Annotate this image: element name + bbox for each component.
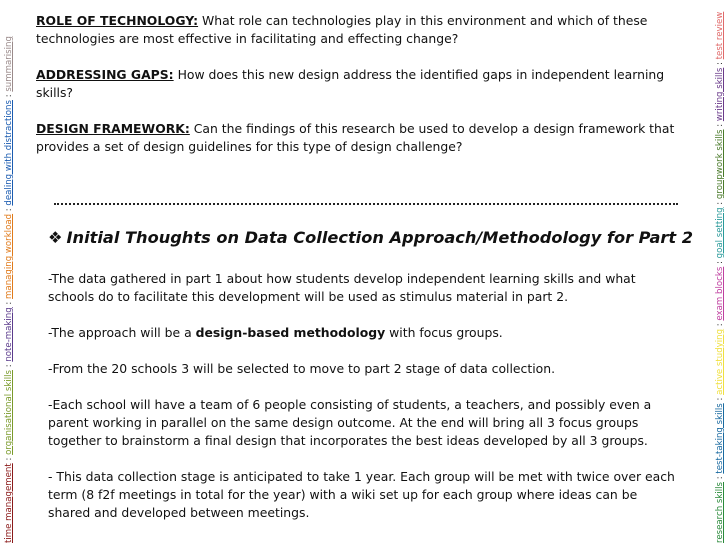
skill-label: test-taking skills xyxy=(715,403,725,474)
skill-label: goal setting xyxy=(715,207,725,259)
body-paragraph xyxy=(48,324,676,342)
question-role-of-technology xyxy=(36,12,676,48)
question-design-framework xyxy=(36,120,676,156)
skill-label: research skills xyxy=(715,481,725,543)
dotted-divider xyxy=(54,193,678,205)
skill-label: managing workload xyxy=(4,213,14,299)
right-skills-bar xyxy=(708,0,728,546)
research-questions xyxy=(36,12,676,156)
skill-label: summarising xyxy=(4,36,14,92)
body-text: -The approach will be a xyxy=(48,325,196,340)
skill-label: test review xyxy=(715,11,725,60)
body-text: with focus groups. xyxy=(385,325,503,340)
skill-label: time management xyxy=(4,463,14,543)
body-bold-text: design-based methodology xyxy=(195,325,386,340)
skill-label: organisational skills xyxy=(4,370,14,455)
right-skills-list: research skills : test-taking skills : active studying : exam blocks : goal setting : groupwork skills : writing skills : test review xyxy=(715,11,725,543)
skill-label: exam blocks xyxy=(715,266,725,321)
section-title: Initial Thoughts on Data Collection Approach/Methodology for Part 2 xyxy=(66,228,694,247)
question-text: What role can technologies play in this environment and which of these technologies are most effective in facilitating and effecting change? xyxy=(36,13,648,46)
diamond-bullet-icon: ❖ xyxy=(48,228,63,247)
question-addressing-gaps xyxy=(36,66,676,102)
question-label: ADDRESSING GAPS: xyxy=(36,67,174,82)
body-paragraph: -The data gathered in part 1 about how students develop independent learning skills and what schools do to facilitate this development will be used as stimulus material in part 2. xyxy=(48,271,636,304)
body-paragraph: -Each school will have a team of 6 people consisting of students, a teachers, and possibly even a parent working in parallel on the same design outcome. At the end will bring all 3 focus groups together to brainstorm a final design that incorporates the best ideas developed by all 3 groups. xyxy=(48,397,652,448)
question-label: DESIGN FRAMEWORK: xyxy=(36,121,190,136)
skill-label: active studying xyxy=(715,328,725,395)
skill-label: groupwork skills xyxy=(715,129,725,200)
question-label: ROLE OF TECHNOLOGY: xyxy=(36,13,199,28)
body-paragraph: - This data collection stage is anticipated to take 1 year. Each group will be met with twice over each term (8 f2f meetings in total for the year) with a wiki set up for each group where ideas can be shared and developed between meetings. xyxy=(48,469,675,520)
question-text: How does this new design address the identified gaps in independent learning skills? xyxy=(36,67,665,100)
skill-label: note-making xyxy=(4,307,14,362)
question-text: Can the findings of this research be used to develop a design framework that provides a set of design guidelines for this type of design challenge? xyxy=(36,121,675,154)
methodology-body xyxy=(48,270,676,540)
left-skills-list: time management : organisational skills : note-making : managing workload : dealing with distractions : summarising xyxy=(4,36,14,543)
skill-label: dealing with distractions xyxy=(4,100,14,206)
skill-label: writing skills xyxy=(715,67,725,122)
body-paragraph: -From the 20 schools 3 will be selected to move to part 2 stage of data collection. xyxy=(48,361,556,376)
section-heading xyxy=(48,228,693,247)
left-skills-bar xyxy=(0,0,20,546)
